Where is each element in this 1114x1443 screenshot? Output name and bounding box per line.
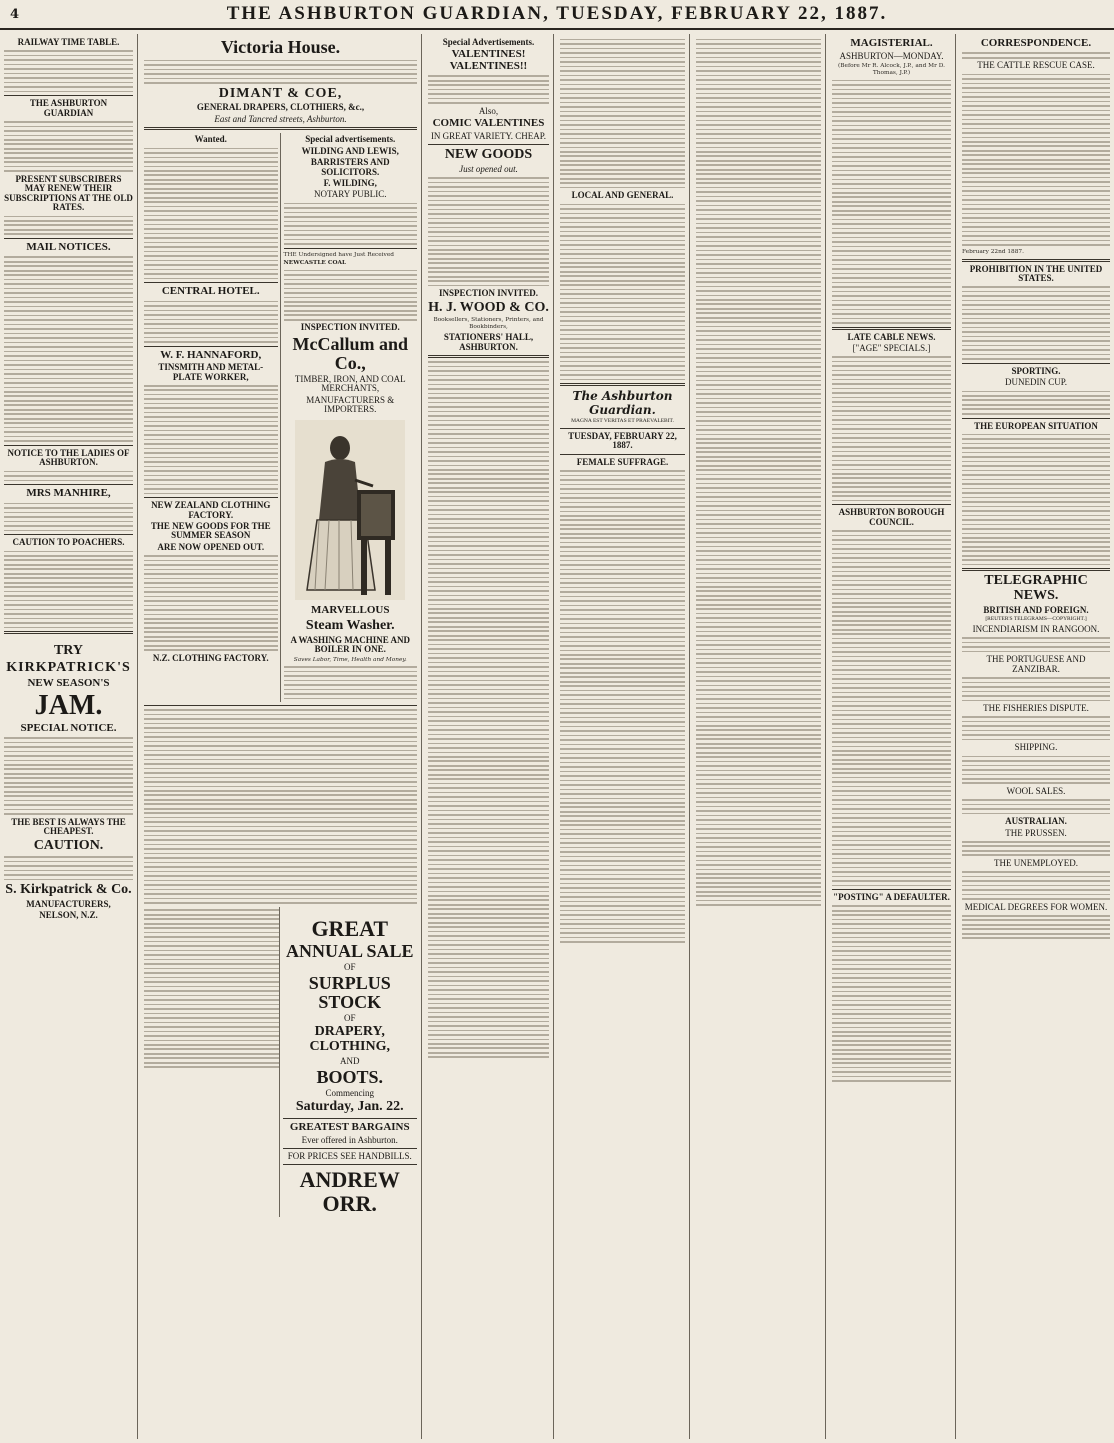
best-cheapest: THE BEST IS ALWAYS THE CHEAPEST. xyxy=(11,816,126,837)
column-5 xyxy=(692,34,826,1439)
reuters: [REUTER'S TELEGRAMS—COPYRIGHT.] xyxy=(985,616,1087,623)
european-situation: THE EUROPEAN SITUATION xyxy=(974,420,1098,431)
masthead xyxy=(0,0,1114,30)
column-2 xyxy=(140,34,422,1439)
sporting: SPORTING. xyxy=(1011,365,1061,376)
valentines: VALENTINES! VALENTINES!! xyxy=(449,48,528,72)
marvellous: MARVELLOUS xyxy=(311,604,390,617)
medical-degrees: MEDICAL DEGREES FOR WOMEN. xyxy=(964,901,1108,912)
received-notice: THE Undersigned have Just Received xyxy=(283,251,394,258)
booksellers: Booksellers, Stationers, Printers, and Bookbinders, xyxy=(433,317,544,331)
inspection-3: INSPECTION INVITED. xyxy=(438,288,539,299)
try-heading: TRY xyxy=(53,643,84,659)
borough-council: ASHBURTON BOROUGH COUNCIL. xyxy=(838,507,945,527)
prussen: THE PRUSSEN. xyxy=(1005,827,1067,838)
column-3 xyxy=(424,34,554,1439)
column-4 xyxy=(556,34,690,1439)
and-label: AND xyxy=(340,1055,360,1066)
prices-handbills: FOR PRICES SEE HANDBILLS. xyxy=(287,1151,412,1162)
poachers-heading: CAUTION TO POACHERS. xyxy=(12,537,125,548)
new-season-heading: NEW SEASON'S xyxy=(27,676,110,689)
dimant-street: East and Tancred streets, Ashburton. xyxy=(214,113,347,124)
drapery-clothing: DRAPERY, CLOTHING, xyxy=(309,1024,390,1054)
saves-labor: Saves Labor, Time, Health and Money. xyxy=(293,656,407,663)
great-variety: IN GREAT VARIETY. CHEAP. xyxy=(430,130,547,141)
british-foreign: BRITISH AND FOREIGN. xyxy=(983,604,1089,615)
victoria-house: Victoria House. xyxy=(220,37,341,57)
female-suffrage: FEMALE SUFFRAGE. xyxy=(576,456,669,467)
column-1 xyxy=(0,34,138,1439)
letter-date: February 22nd 1887. xyxy=(962,248,1024,255)
surplus-stock: SURPLUS STOCK xyxy=(308,973,391,1012)
importers: MANUFACTURERS & IMPORTERS. xyxy=(306,394,395,414)
magisterial: MAGISTERIAL. xyxy=(850,37,933,49)
newcastle-coal: NEWCASTLE COAL xyxy=(283,259,347,266)
shipping: SHIPPING. xyxy=(1014,742,1058,753)
clothing-factory: N.Z. CLOTHING FACTORY. xyxy=(152,652,269,663)
mccallum: McCallum and Co., xyxy=(292,333,408,373)
just-opened: Just opened out. xyxy=(459,163,518,174)
manhire-heading: MRS MANHIRE, xyxy=(26,487,111,500)
greatest-bargains: GREATEST BARGAINS xyxy=(289,1121,410,1134)
special-adv-3: Special Advertisements. xyxy=(442,37,535,47)
late-cable: LATE CABLE NEWS. xyxy=(847,331,936,342)
kirkpatrick-heading: KIRKPATRICK'S xyxy=(6,660,131,676)
special-notice: SPECIAL NOTICE. xyxy=(20,721,117,734)
hannaford: W. F. HANNAFORD, xyxy=(160,348,262,361)
telegraphic-news: TELEGRAPHIC NEWS. xyxy=(984,573,1088,604)
new-goods-summer: THE NEW GOODS FOR THE SUMMER SEASON xyxy=(150,521,271,541)
page-number: 4 xyxy=(10,6,20,22)
motto: MAGNA EST VERITAS ET PRAEVALEBIT. xyxy=(571,418,674,425)
mail-heading: MAIL NOTICES. xyxy=(26,241,111,254)
newspaper-title: THE ASHBURTON GUARDIAN, TUESDAY, FEBRUARY 22, 1887. xyxy=(226,3,888,24)
posting-defaulter: "POSTING" A DEFAULTER. xyxy=(833,892,950,903)
before-magistrates: (Before Mr R. Alcock, J.P., and Mr D. Thomas, J.P.) xyxy=(838,62,945,76)
annual-sale: ANNUAL SALE xyxy=(285,940,414,961)
also-label: Also, xyxy=(478,105,499,116)
hj-wood: H. J. WOOD & CO. xyxy=(428,299,549,315)
stationers-hall: STATIONERS' HALL, ASHBURTON. xyxy=(443,332,534,352)
washer-illustration xyxy=(284,417,418,602)
andrew-orr: ANDREW ORR. xyxy=(299,1167,400,1216)
steam-washer: Steam Washer. xyxy=(305,617,395,633)
nz-clothing: NEW ZEALAND CLOTHING FACTORY. xyxy=(151,500,271,520)
guardian-nameplate: The Ashburton Guardian. xyxy=(572,389,673,418)
commencing: Commencing xyxy=(325,1087,374,1098)
caution-heading: CAUTION. xyxy=(33,837,104,853)
portuguese: THE PORTUGUESE AND ZANZIBAR. xyxy=(986,654,1086,674)
nelson-label: NELSON, N.Z. xyxy=(39,910,98,921)
guardian-heading: THE ASHBURTON GUARDIAN xyxy=(29,98,108,118)
inspection-invited: INSPECTION INVITED. xyxy=(300,322,400,333)
great-heading: GREAT xyxy=(311,915,389,941)
saturday-jan-22: Saturday, Jan. 22. xyxy=(295,1099,404,1115)
dunedin-cup: DUNEDIN CUP. xyxy=(1004,377,1067,388)
notice-ladies: NOTICE TO THE LADIES OF ASHBURTON. xyxy=(7,447,130,468)
special-adv-heading: Special advertisements. xyxy=(305,134,396,145)
wilding-lewis: WILDING AND LEWIS, xyxy=(301,145,399,156)
column-7 xyxy=(958,34,1114,1439)
cattle-rescue: THE CATTLE RESCUE CASE. xyxy=(977,60,1095,71)
manufacturers-label: MANUFACTURERS, xyxy=(26,898,111,909)
correspondence: CORRESPONDENCE. xyxy=(980,37,1092,49)
central-hotel: CENTRAL HOTEL. xyxy=(161,285,260,298)
timber-merchants: TIMBER, IRON, AND COAL MERCHANTS, xyxy=(294,373,406,394)
of-1: OF xyxy=(343,961,356,972)
unemployed: THE UNEMPLOYED. xyxy=(994,857,1078,868)
jam-heading: JAM. xyxy=(34,690,103,722)
australian: AUSTRALIAN. xyxy=(1005,816,1067,827)
editorial-date: TUESDAY, FEBRUARY 22, 1887. xyxy=(568,430,677,451)
ashburton-monday: ASHBURTON—MONDAY. xyxy=(839,50,944,61)
railway-heading: RAILWAY TIME TABLE. xyxy=(17,37,120,47)
barristers: BARRISTERS AND SOLICITORS. xyxy=(310,157,390,177)
wanted-heading: Wanted. xyxy=(194,134,227,145)
wool-sales: WOOL SALES. xyxy=(1006,785,1066,796)
local-general: LOCAL AND GENERAL. xyxy=(571,190,674,201)
new-goods: NEW GOODS xyxy=(444,147,533,163)
tinsmith: TINSMITH AND METAL-PLATE WORKER, xyxy=(158,362,264,382)
subs-renew: PRESENT SUBSCRIBERS MAY RENEW THEIR SUBSCRIPTIONS AT THE OLD RATES. xyxy=(4,173,133,213)
boots-heading: BOOTS. xyxy=(316,1067,384,1088)
of-2: OF xyxy=(343,1012,356,1023)
f-wilding: F. WILDING, xyxy=(323,178,377,188)
rangoon: INCENDIARISM IN RANGOON. xyxy=(972,624,1100,635)
comic-valentines: COMIC VALENTINES xyxy=(432,117,545,130)
opened-out: ARE NOW OPENED OUT. xyxy=(157,541,265,552)
notary: NOTARY PUBLIC. xyxy=(314,189,387,200)
dimant-drapers: GENERAL DRAPERS, CLOTHIERS, &c., xyxy=(196,102,365,113)
prohibition: PROHIBITION IN THE UNITED STATES. xyxy=(969,263,1103,284)
column-6 xyxy=(828,34,956,1439)
washer-subtitle: A WASHING MACHINE AND BOILER IN ONE. xyxy=(290,634,411,655)
age-specials: ["AGE" SPECIALS.] xyxy=(852,343,931,354)
fisheries: THE FISHERIES DISPUTE. xyxy=(983,703,1089,713)
dimant-coe: DIMANT & COE, xyxy=(218,85,343,101)
ever-offered: Ever offered in Ashburton. xyxy=(301,1134,398,1145)
kirkpatrick-firm: S. Kirkpatrick & Co. xyxy=(5,882,132,898)
